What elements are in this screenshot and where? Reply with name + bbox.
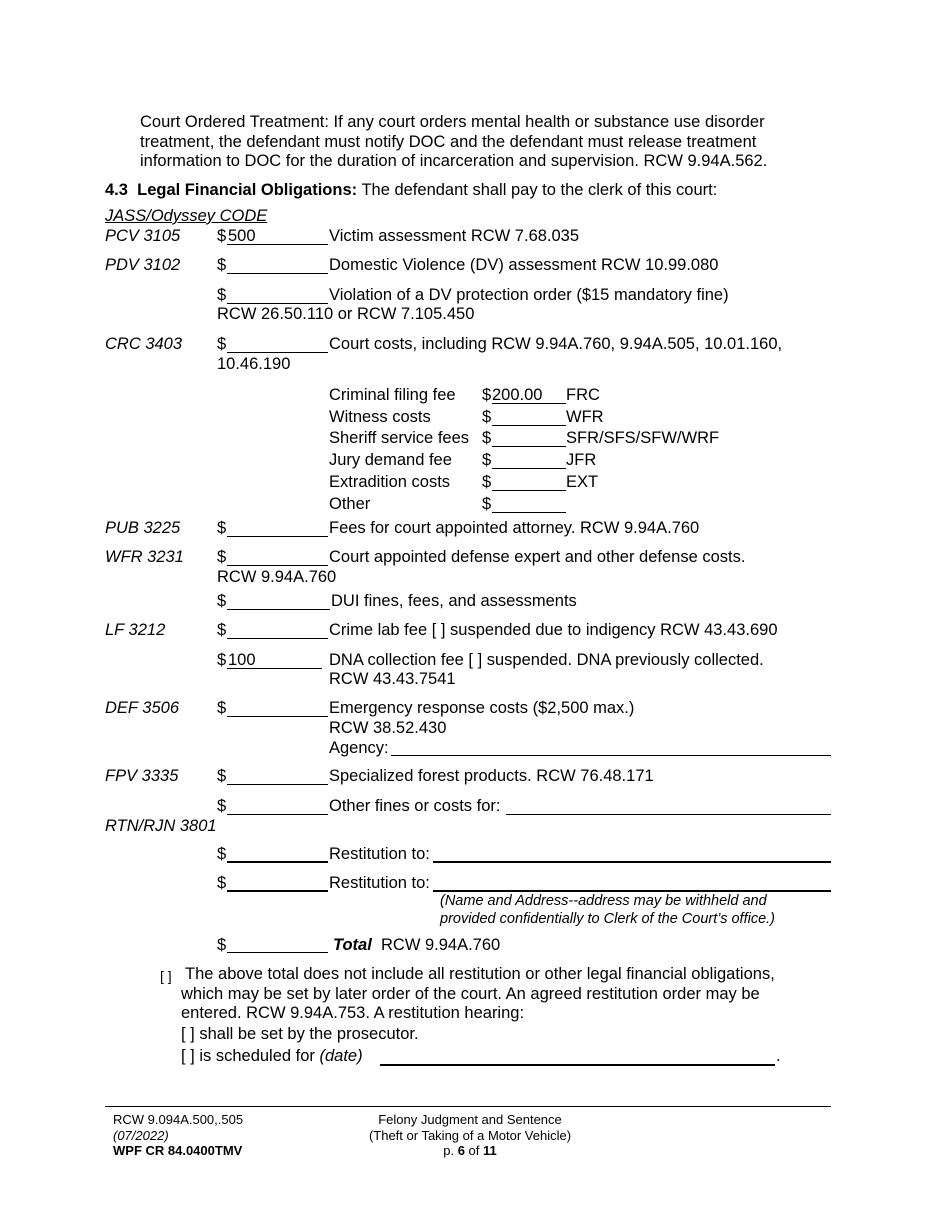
amount-line[interactable] xyxy=(492,446,566,447)
dollar-sign: $ xyxy=(482,451,492,469)
cost-code: JFR xyxy=(566,451,597,469)
code-wfr: WFR 3231 xyxy=(105,548,184,566)
desc-pdv: Domestic Violence (DV) assessment RCW 10.99.080 xyxy=(329,256,719,274)
code-pdv: PDV 3102 xyxy=(105,256,181,274)
dollar-sign: $ xyxy=(217,335,227,353)
amount-pcv[interactable]: 500 xyxy=(228,227,256,245)
amount-line[interactable] xyxy=(227,536,328,537)
desc-crc: Court costs, including RCW 9.94A.760, 9.94A.505, 10.01.160, xyxy=(329,335,783,353)
amount-line[interactable] xyxy=(227,814,328,815)
cost-code: WFR xyxy=(566,408,604,426)
desc-crc-2: 10.46.190 xyxy=(217,355,291,373)
amount-line[interactable] xyxy=(227,784,328,785)
option-scheduled[interactable] xyxy=(181,1046,363,1066)
restitution-note-1: (Name and Address--address may be withheld and xyxy=(440,893,767,909)
code-rtn: RTN/RJN 3801 xyxy=(105,817,217,835)
cost-code: FRC xyxy=(566,386,600,404)
desc-lf: Crime lab fee [ ] suspended due to indigency RCW 43.43.690 xyxy=(329,621,778,639)
footer-date: (07/2022) xyxy=(113,1128,169,1143)
dollar-sign: $ xyxy=(217,767,227,785)
dollar-sign: $ xyxy=(217,699,227,717)
code-crc: CRC 3403 xyxy=(105,335,183,353)
period: . xyxy=(776,1047,781,1065)
dollar-sign: $ xyxy=(482,429,492,447)
dollar-sign: $ xyxy=(217,227,227,245)
cost-amount[interactable]: 200.00 xyxy=(492,386,543,404)
dollar-sign: $ xyxy=(217,548,227,566)
dollar-sign: $ xyxy=(217,874,227,892)
amount-dna[interactable]: 100 xyxy=(228,651,256,669)
amount-line[interactable] xyxy=(227,609,330,610)
option-set-by-prosecutor[interactable]: [ ] shall be set by the prosecutor. xyxy=(181,1025,419,1043)
desc-pub: Fees for court appointed attorney. RCW 9.94A.760 xyxy=(329,519,700,537)
total-label: Total xyxy=(333,936,372,954)
amount-line[interactable] xyxy=(492,425,566,426)
desc-def: Emergency response costs ($2,500 max.) xyxy=(329,699,635,717)
hearing-date-line[interactable] xyxy=(380,1064,775,1066)
section-title: Legal Financial Obligations: xyxy=(137,181,358,199)
dollar-sign: $ xyxy=(217,286,227,304)
treatment-line-2: treatment, the defendant must notify DOC and the defendant must release treatment xyxy=(140,133,757,151)
desc-wfr-2: RCW 9.94A.760 xyxy=(217,568,337,586)
amount-line[interactable] xyxy=(227,952,328,953)
code-pub: PUB 3225 xyxy=(105,519,181,537)
footer-page xyxy=(300,1143,640,1159)
dollar-sign: $ xyxy=(217,797,227,815)
restitution-note-line-1: The above total does not include all restitution or other legal financial obligations, xyxy=(185,965,775,983)
restitution-note-line-3: entered. RCW 9.94A.753. A restitution hearing: xyxy=(181,1004,525,1022)
section-intro: The defendant shall pay to the clerk of this court: xyxy=(361,181,718,199)
footer-rcw: RCW 9.094A.500,.505 xyxy=(113,1112,244,1127)
footer-title-2: (Theft or Taking of a Motor Vehicle) xyxy=(368,1128,572,1143)
desc-dna: DNA collection fee [ ] suspended. DNA previously collected. xyxy=(329,651,764,669)
amount-line[interactable] xyxy=(227,352,328,353)
desc-def-2: RCW 38.52.430 xyxy=(329,719,447,737)
cost-code: EXT xyxy=(566,473,599,491)
restitution-note-2: provided confidentially to Clerk of the Court’s office.) xyxy=(440,911,776,927)
dollar-sign: $ xyxy=(482,495,492,513)
footer-divider xyxy=(105,1106,831,1107)
page-prefix: p. xyxy=(443,1143,455,1158)
amount-line[interactable] xyxy=(492,490,566,491)
section-number: 4.3 xyxy=(105,181,128,199)
dollar-sign: $ xyxy=(217,592,227,610)
dollar-sign: $ xyxy=(217,621,227,639)
desc-rest1: Restitution to: xyxy=(329,845,430,863)
code-def: DEF 3506 xyxy=(105,699,179,717)
dollar-sign: $ xyxy=(217,519,227,537)
treatment-line-3: information to DOC for the duration of incarceration and supervision. RCW 9.94A.562. xyxy=(140,152,768,170)
amount-line[interactable] xyxy=(492,468,566,469)
cost-label: Sheriff service fees xyxy=(329,429,470,447)
amount-line[interactable] xyxy=(227,565,328,566)
amount-line[interactable] xyxy=(227,638,328,639)
code-pcv: PCV 3105 xyxy=(105,227,181,245)
amount-line[interactable] xyxy=(227,861,328,863)
desc-pcv: Victim assessment RCW 7.68.035 xyxy=(329,227,580,245)
date-label: (date) xyxy=(319,1047,363,1065)
cost-label: Witness costs xyxy=(329,408,431,426)
option-scheduled-text: [ ] is scheduled for xyxy=(181,1047,315,1065)
dollar-sign: $ xyxy=(217,651,227,669)
total-desc: RCW 9.94A.760 xyxy=(380,936,501,954)
desc-rest2: Restitution to: xyxy=(329,874,430,892)
page-of: of xyxy=(468,1143,480,1158)
desc-wfr: Court appointed defense expert and other defense costs. xyxy=(329,548,746,566)
dollar-sign: $ xyxy=(482,473,492,491)
other-desc-line[interactable] xyxy=(506,814,831,815)
desc-dui: DUI fines, fees, and assessments xyxy=(331,592,577,610)
amount-line[interactable] xyxy=(227,273,328,274)
desc-dvviol-2: RCW 26.50.110 or RCW 7.105.450 xyxy=(217,305,475,323)
agency-label: Agency: xyxy=(329,739,389,757)
code-lf: LF 3212 xyxy=(105,621,166,639)
total-row xyxy=(333,935,500,955)
footer-title-1: Felony Judgment and Sentence xyxy=(378,1112,562,1127)
section-heading xyxy=(105,180,717,200)
cost-label: Criminal filing fee xyxy=(329,386,456,404)
desc-fpv: Specialized forest products. RCW 76.48.171 xyxy=(329,767,654,785)
page-total: 11 xyxy=(483,1143,497,1158)
amount-line[interactable] xyxy=(492,512,566,513)
desc-dvviol: Violation of a DV protection order ($15 mandatory fine) xyxy=(329,286,729,304)
code-header: JASS/Odyssey CODE xyxy=(105,207,268,225)
dollar-sign: $ xyxy=(217,936,227,954)
dollar-sign: $ xyxy=(217,256,227,274)
amount-line[interactable] xyxy=(227,716,328,717)
footer-form-number: WPF CR 84.0400TMV xyxy=(113,1143,243,1158)
cost-label: Extradition costs xyxy=(329,473,451,491)
dollar-sign: $ xyxy=(482,408,492,426)
page-number: 6 xyxy=(457,1143,465,1158)
restitution-to-line[interactable] xyxy=(433,861,831,863)
cost-code: SFR/SFS/SFW/WRF xyxy=(566,429,720,447)
cost-label: Jury demand fee xyxy=(329,451,452,469)
restitution-note-line-2: which may be set by later order of the court. An agreed restitution order may be xyxy=(181,985,760,1003)
code-fpv: FPV 3335 xyxy=(105,767,179,785)
dollar-sign: $ xyxy=(482,386,492,404)
amount-line[interactable] xyxy=(227,890,328,892)
cost-label: Other xyxy=(329,495,371,513)
dollar-sign: $ xyxy=(217,845,227,863)
desc-dna-2: RCW 43.43.7541 xyxy=(329,670,456,688)
desc-other: Other fines or costs for: xyxy=(329,797,501,815)
restitution-checkbox[interactable]: [ ] xyxy=(160,968,172,984)
agency-line[interactable] xyxy=(391,755,831,756)
treatment-line-1: Court Ordered Treatment: If any court orders mental health or substance use disorder xyxy=(140,113,765,131)
